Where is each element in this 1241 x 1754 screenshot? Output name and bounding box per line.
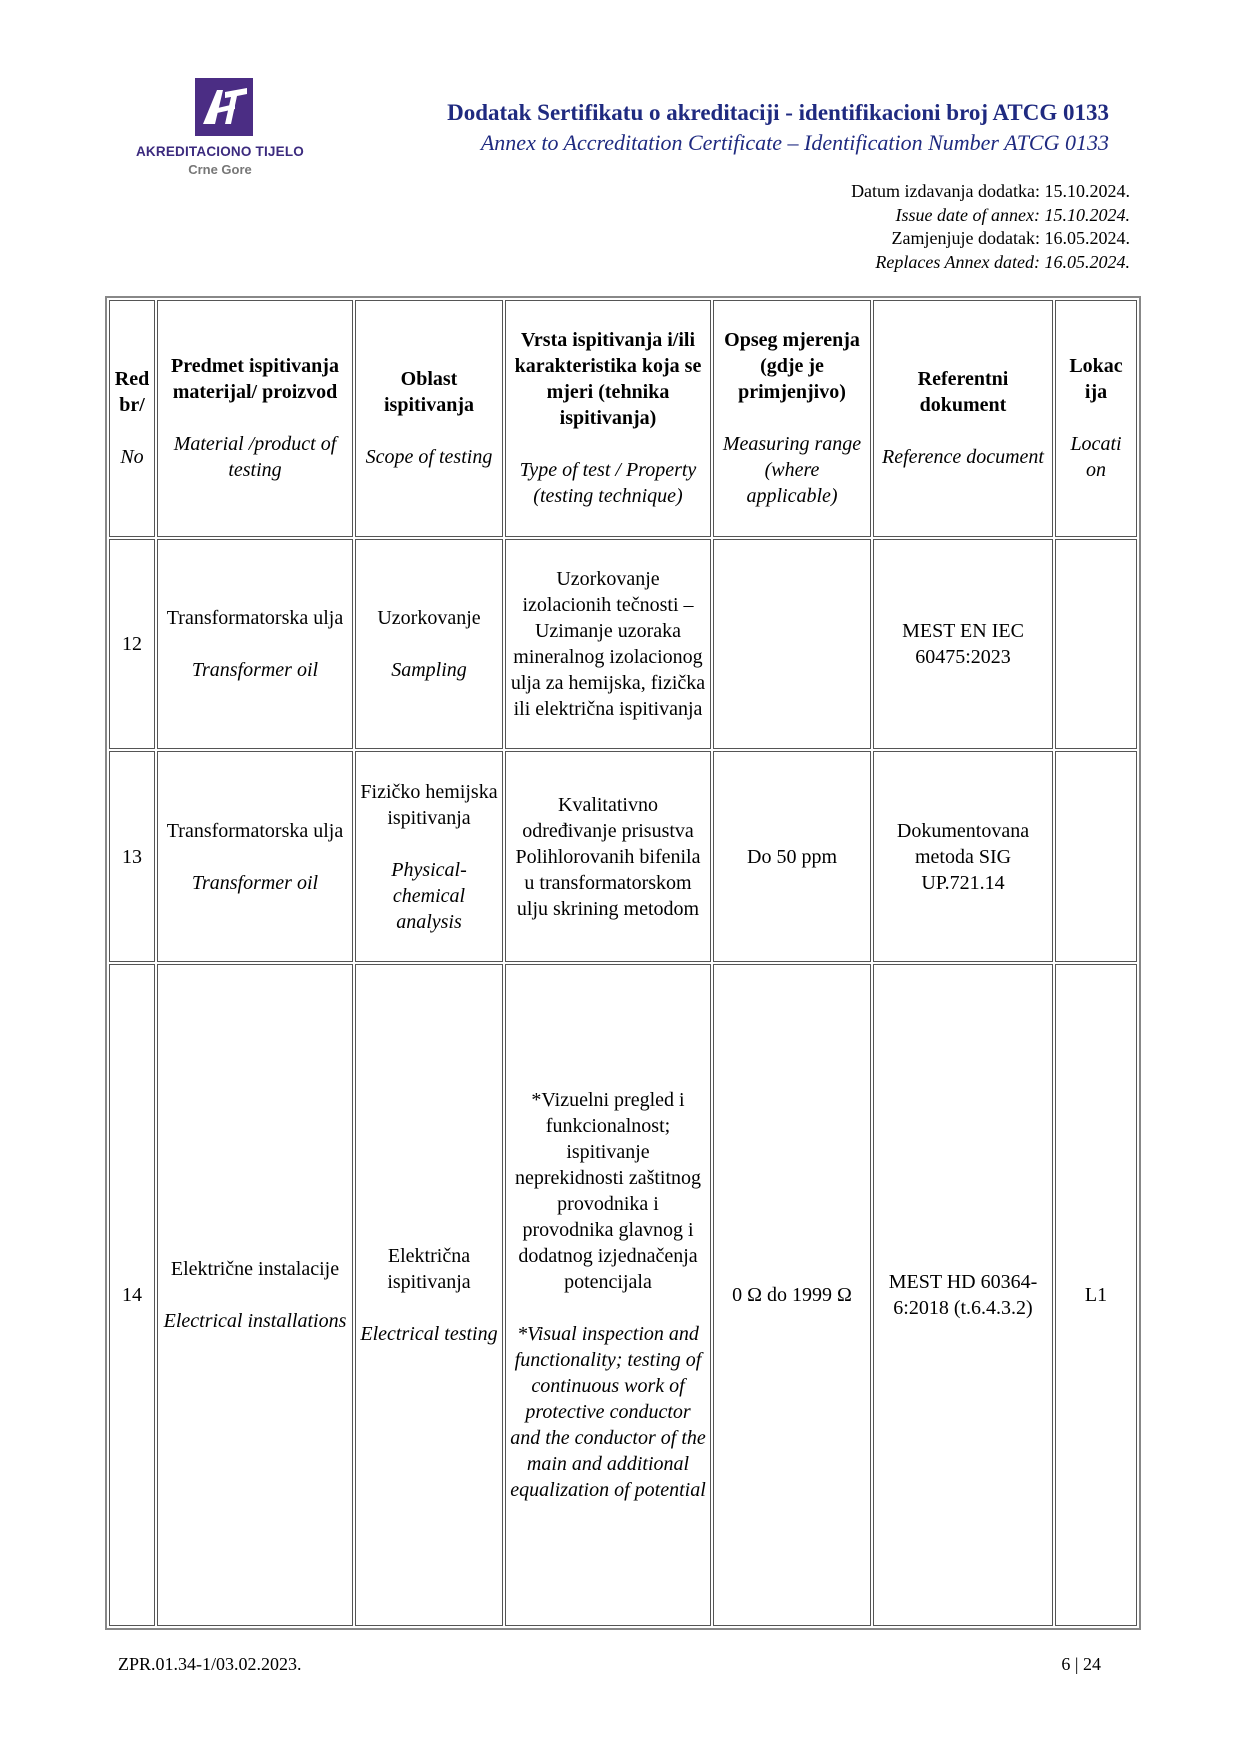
cell-test-type: Uzorkovanje izolacionih tečnosti – Uzimanje uzoraka mineralnog izolacionog ulja za hemijska, fizička ili električna ispitivanja bbox=[505, 539, 711, 750]
replaces-date-en: Replaces Annex dated: 16.05.2024. bbox=[875, 251, 1130, 272]
cell-scope: Električna ispitivanja Electrical testing bbox=[355, 964, 503, 1626]
cell-no: 13 bbox=[109, 751, 155, 962]
table-row bbox=[109, 539, 1137, 750]
cell-location: L1 bbox=[1055, 964, 1137, 1626]
cell-location bbox=[1055, 539, 1137, 750]
cell-scope: Uzorkovanje Sampling bbox=[355, 539, 503, 750]
accreditation-scope-table bbox=[105, 296, 1141, 1630]
logo bbox=[120, 78, 320, 188]
cell-test-type: Kvalitativno određivanje prisustva Polihlorovanih bifenila u transformatorskom ulju skrining metodom bbox=[505, 751, 711, 962]
issue-date-en: Issue date of annex: 15.10.2024. bbox=[895, 204, 1130, 225]
logo-mark-icon bbox=[195, 78, 253, 136]
cell-location bbox=[1055, 751, 1137, 962]
header-cell-material: Predmet ispitivanja materijal/ proizvod Material /product of testing bbox=[157, 300, 353, 537]
table-row bbox=[109, 751, 1137, 962]
cell-range bbox=[713, 539, 871, 750]
cell-test-type: *Vizuelni pregled i funkcionalnost; ispitivanje neprekidnosti zaštitnog provodnika i provodnika glavnog i dodatnog izjednačenja potencijala *Visual inspection and functionality; testing of continuous work of protective conductor and the conductor of the main and additional equalization of potential bbox=[505, 964, 711, 1626]
document-title: Dodatak Sertifikatu o akreditaciji - identifikacioni broj ATCG 0133 bbox=[447, 100, 1109, 125]
header-cell-reference: Referentni dokument Reference document bbox=[873, 300, 1053, 537]
cell-reference: Dokumentovana metoda SIG UP.721.14 bbox=[873, 751, 1053, 962]
header-cell-scope: Oblast ispitivanja Scope of testing bbox=[355, 300, 503, 537]
table-row bbox=[109, 964, 1137, 1626]
cell-range: Do 50 ppm bbox=[713, 751, 871, 962]
cell-material: Električne instalacije Electrical installations bbox=[157, 964, 353, 1626]
footer-document-code: ZPR.01.34-1/03.02.2023. bbox=[118, 1654, 302, 1674]
cell-material: Transformatorska ulja Transformer oil bbox=[157, 751, 353, 962]
header-cell-test-type: Vrsta ispitivanja i/ili karakteristika koja se mjeri (tehnika ispitivanja) Type of test / Property (testing technique) bbox=[505, 300, 711, 537]
header-cell-no: Red br/ No bbox=[109, 300, 155, 537]
cell-reference: MEST EN IEC 60475:2023 bbox=[873, 539, 1053, 750]
cell-material: Transformatorska ulja Transformer oil bbox=[157, 539, 353, 750]
cell-scope: Fizičko hemijska ispitivanja Physical-chemical analysis bbox=[355, 751, 503, 962]
cell-reference: MEST HD 60364-6:2018 (t.6.4.3.2) bbox=[873, 964, 1053, 1626]
cell-no: 14 bbox=[109, 964, 155, 1626]
logo-sub: Crne Gore bbox=[188, 162, 252, 177]
table-header-row bbox=[109, 300, 1137, 537]
issue-date-local: Datum izdavanja dodatka: 15.10.2024. bbox=[851, 181, 1130, 201]
footer-page-number: 6 | 24 bbox=[1061, 1654, 1101, 1674]
logo-name: AKREDITACIONO TIJELO bbox=[135, 144, 304, 159]
header-cell-location: Lokac ija Locati on bbox=[1055, 300, 1137, 537]
cell-range: 0 Ω do 1999 Ω bbox=[713, 964, 871, 1626]
cell-no: 12 bbox=[109, 539, 155, 750]
dates-block bbox=[851, 180, 1130, 274]
replaces-date-local: Zamjenjuje dodatak: 16.05.2024. bbox=[891, 228, 1130, 248]
document-subtitle: Annex to Accreditation Certificate – Identification Number ATCG 0133 bbox=[480, 130, 1109, 155]
header-cell-range: Opseg mjerenja (gdje je primjenjivo) Measuring range (where applicable) bbox=[713, 300, 871, 537]
